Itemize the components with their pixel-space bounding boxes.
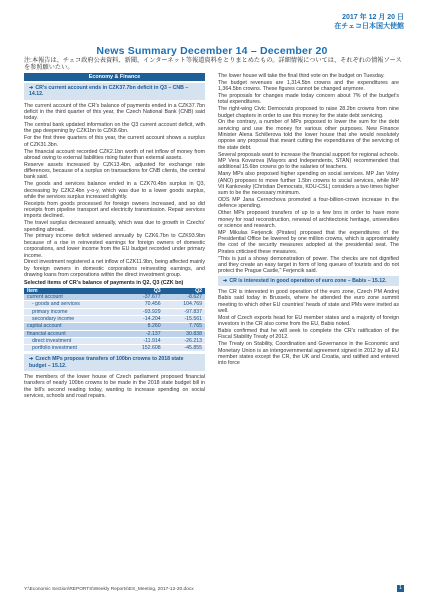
table-cell-q2: 30.838 [164, 330, 205, 337]
table-cell-q2: -15.561 [164, 315, 205, 322]
article-body-current-account [24, 103, 205, 279]
table-cell-q3: -14.204 [122, 315, 163, 322]
paragraph: Reserve assets increased by CZK13.4bn, adjusted for exchange rate differences, because of a surplus on transactions for CNB clients, the central bank said. [24, 161, 205, 181]
report-date-block [334, 14, 404, 31]
table-row [24, 315, 205, 322]
table-cell-item: portfolio investment [24, 345, 122, 352]
paragraph: The CR is interested in good operation of the euro zone, Czech PM Andrej Babis said today in Brussels, where he attended the euro zone summit meeting to which other EU countries' heads of state and PMs were invited as well. [218, 288, 399, 314]
heading-text: Czech MPs propose transfers of 100bn crowns to 2018 state budget – 15.12. [29, 356, 184, 369]
paragraph: Direct investment registered a net inflow of CZK11.9bn, being affected mainly by foreign owners in domestic corporations reinvesting earnings, and drawing loans from corporations within the direct investment group. [24, 259, 205, 279]
left-column [24, 73, 205, 400]
article-heading-current-account [24, 83, 205, 100]
table-cell-q3: 8.260 [122, 323, 163, 330]
table-row [24, 301, 205, 308]
paragraph: The Treaty on Stability, Coordination and Governance in the Economic and Monetary Union is an intergovernmental agreement signed in 2012 by all EU member states except the CR, the UK and Croatia, and ratified and entered into force [218, 341, 399, 367]
balance-of-payments-table [24, 288, 205, 353]
report-date: 2017 年 12 月 20 日 [342, 14, 404, 21]
table-cell-item: - goods and services [24, 301, 122, 308]
paragraph: For the first three quarters of this year, the current account shows a surplus of CZK31.3bn. [24, 135, 205, 148]
table-cell-q2: -45.855 [164, 345, 205, 352]
paragraph: On the contrary, a number of MPs proposed to lower the sum for the debt servicing and use the money for various other purposes. New Finance Minister Alena Schillerova told the lower house that she would resolutely oppose any proposal that meant cutting the expenditures of the servicing of the state debt. [218, 119, 399, 151]
table-cell-q3: -37.677 [122, 294, 163, 301]
paragraph: MP Mikulas Ferjencik (Pirates) proposed that the expenditures of the Presidential Office be lowered by one million crowns, which is approximately the cost of the security measures adopted at the presidential seat. The Pirates criticised these measures. [218, 229, 399, 255]
table-header-q2: Q2 [164, 288, 205, 294]
table-cell-item: direct investment [24, 337, 122, 344]
table-row [24, 330, 205, 337]
table-row [24, 308, 205, 315]
table-cell-q3: 152.608 [122, 345, 163, 352]
table-cell-q2: -97.837 [164, 308, 205, 315]
table-header-q3: Q3 [122, 288, 163, 294]
heading-text: CR's current account ends in CZK37.7bn deficit in Q3 – CNB – 14.12. [29, 85, 189, 98]
paragraph: Several proposals want to increase the financial support for regional schools. MP Vera Kovarova (Mayors and Independents, STAN) recommended that additional 15.6bn crowns go to the salaries of teachers. [218, 151, 399, 171]
paragraph: Other MPs proposed transfers of up to a few bns in order to have more money for road reconstruction, renewal of architectonic heritage, universities or science and research. [218, 210, 399, 229]
paragraph: The primary income deficit widened annually by CZK6.7bn to CZK93.9bn because of a rise in reinvested earnings for foreign owners of domestic corporations, and lower income from the EU budget recorded under primary income. [24, 233, 205, 259]
arrow-icon: ➔ [29, 356, 34, 363]
table-row [24, 294, 205, 301]
paragraph: The goods and services balance ended in a CZK70.4bn surplus in Q3, decreasing by CZK2.4bn y-o-y, which was due to a lower goods surplus, while the services surplus increased slightly. [24, 181, 205, 200]
table-cell-q2: -8.627 [164, 294, 205, 301]
embassy-name: 在チェコ日本国大使館 [334, 22, 404, 30]
paragraph: Most of Czech exports head for EU member states and a majority of foreign investors in the CR also come from the EU, Babis noted. [218, 314, 399, 328]
paragraph: "This is just a showy demonstration of power. The checks are not dignified and they create an easy target in form of long queues of tourists and do not protect the Prague Castle," Ferjencik said. [218, 255, 399, 275]
paragraph: The central bank updated information on the Q3 current account deficit, with the gap deepening by CZK1bn to CZK8.6bn. [24, 122, 205, 135]
article-body-budget-continued [218, 73, 399, 275]
table-header-item: Item [24, 288, 122, 294]
article-body-budget-transfers [24, 374, 205, 399]
table-cell-item: capital account [24, 323, 122, 330]
table-cell-q3: -93.929 [122, 308, 163, 315]
heading-text: CR is interested in good operation of euro zone – Babis – 15.12. [229, 277, 387, 284]
paragraph: The lower house will take the final third vote on the budget on Tuesday. [218, 73, 385, 79]
section-band-economy: Economy & Finance [24, 73, 205, 81]
table-row [24, 345, 205, 352]
table-row [24, 323, 205, 330]
table-cell-item: secondary income [24, 315, 122, 322]
japanese-note: 注:本報告は、チェコ政府公表資料、新聞、インターネット等報道資料をとりまとめたもの。詳細情報については、それぞれの情報ソースを参照願いたい。 [24, 57, 402, 72]
paragraph: The financial account recorded CZK2.1bn worth of net inflow of money from abroad owing to external liabilities rising faster than external assets. [24, 148, 205, 161]
table-cell-q2: 7.765 [164, 323, 205, 330]
table-cell-q3: -2.137 [122, 330, 163, 337]
paragraph: Babis confirmed that he will seek to complete the CR's ratification of the Fiscal Stability Treaty of 2012. [218, 328, 399, 341]
table-title: Selected items of CR's balance of payments in Q2, Q3 (CZK bn) [24, 280, 184, 287]
table-cell-q3: -11.914 [122, 337, 163, 344]
paragraph: Many MPs also proposed higher spending on social services. MP Jan Volny (ANO) proposes to move further 1.5bn crowns to social services, while MP Vit Kankovsky (Christian Democrats, KDU-CSL) considers a two times higher sum to be the necessary minimum. [218, 171, 399, 197]
table-cell-q2: 104.769 [164, 301, 205, 308]
paragraph: The travel surplus decreased annually, which was due to growth in Czechs' spending abroad. [24, 220, 205, 233]
paragraph: ODS MP Jana Cernochova promoted a four-billion-crown increase in the defence spending. [218, 197, 399, 210]
table-row [24, 337, 205, 344]
footer-file-path: Y:\Economic Section\REPORTS\Weekly Reports\ES_Meeting, 2017-12-20.docx [24, 587, 194, 592]
table-cell-item: current account [24, 294, 122, 301]
paragraph: The right-wing Civic Democrats proposed to raise 28.2bn crowns from nine budget chapters in order to use this money for the state debt servicing. [218, 106, 399, 119]
paragraph: The proposals for changes made today concern about 7% of the budget's total expenditures. [218, 93, 399, 106]
paragraph: The members of the lower house of Czech parliament proposed financial transfers of nearly 100bn crowns to be made in the 2018 state budget bill in the bill's second reading today, wanting to increase spending on social services, schools and road repairs. [24, 373, 205, 400]
page-number: 1 [397, 585, 404, 592]
table-cell-item: financial account [24, 330, 122, 337]
article-heading-budget-transfers [24, 354, 205, 371]
page-title: News Summary December 14 – December 20 [96, 45, 328, 57]
table-cell-q3: 70.456 [122, 301, 163, 308]
arrow-icon: ➔ [29, 85, 34, 91]
paragraph: The budget revenues are 1,314.5bn crowns and the expenditures are 1,364.5bn crowns. These figures cannot be changed anymore. [218, 79, 399, 93]
table-cell-q2: -26.213 [164, 337, 205, 344]
paragraph: Receipts from goods processed for foreign owners increased, and so did receipts from pipeline transport and electricity transmission. Repair services imports declined. [24, 200, 205, 220]
arrow-icon: ➔ [223, 277, 228, 284]
article-body-euro-zone [218, 289, 399, 367]
paragraph: The current account of the CR's balance of payments ended in a CZK37.7bn deficit in the third quarter of this year, the Czech National Bank (CNB) said today. [24, 102, 205, 122]
table-cell-item: primary income [24, 308, 122, 315]
right-column [218, 73, 399, 367]
article-heading-euro-zone [218, 276, 399, 286]
